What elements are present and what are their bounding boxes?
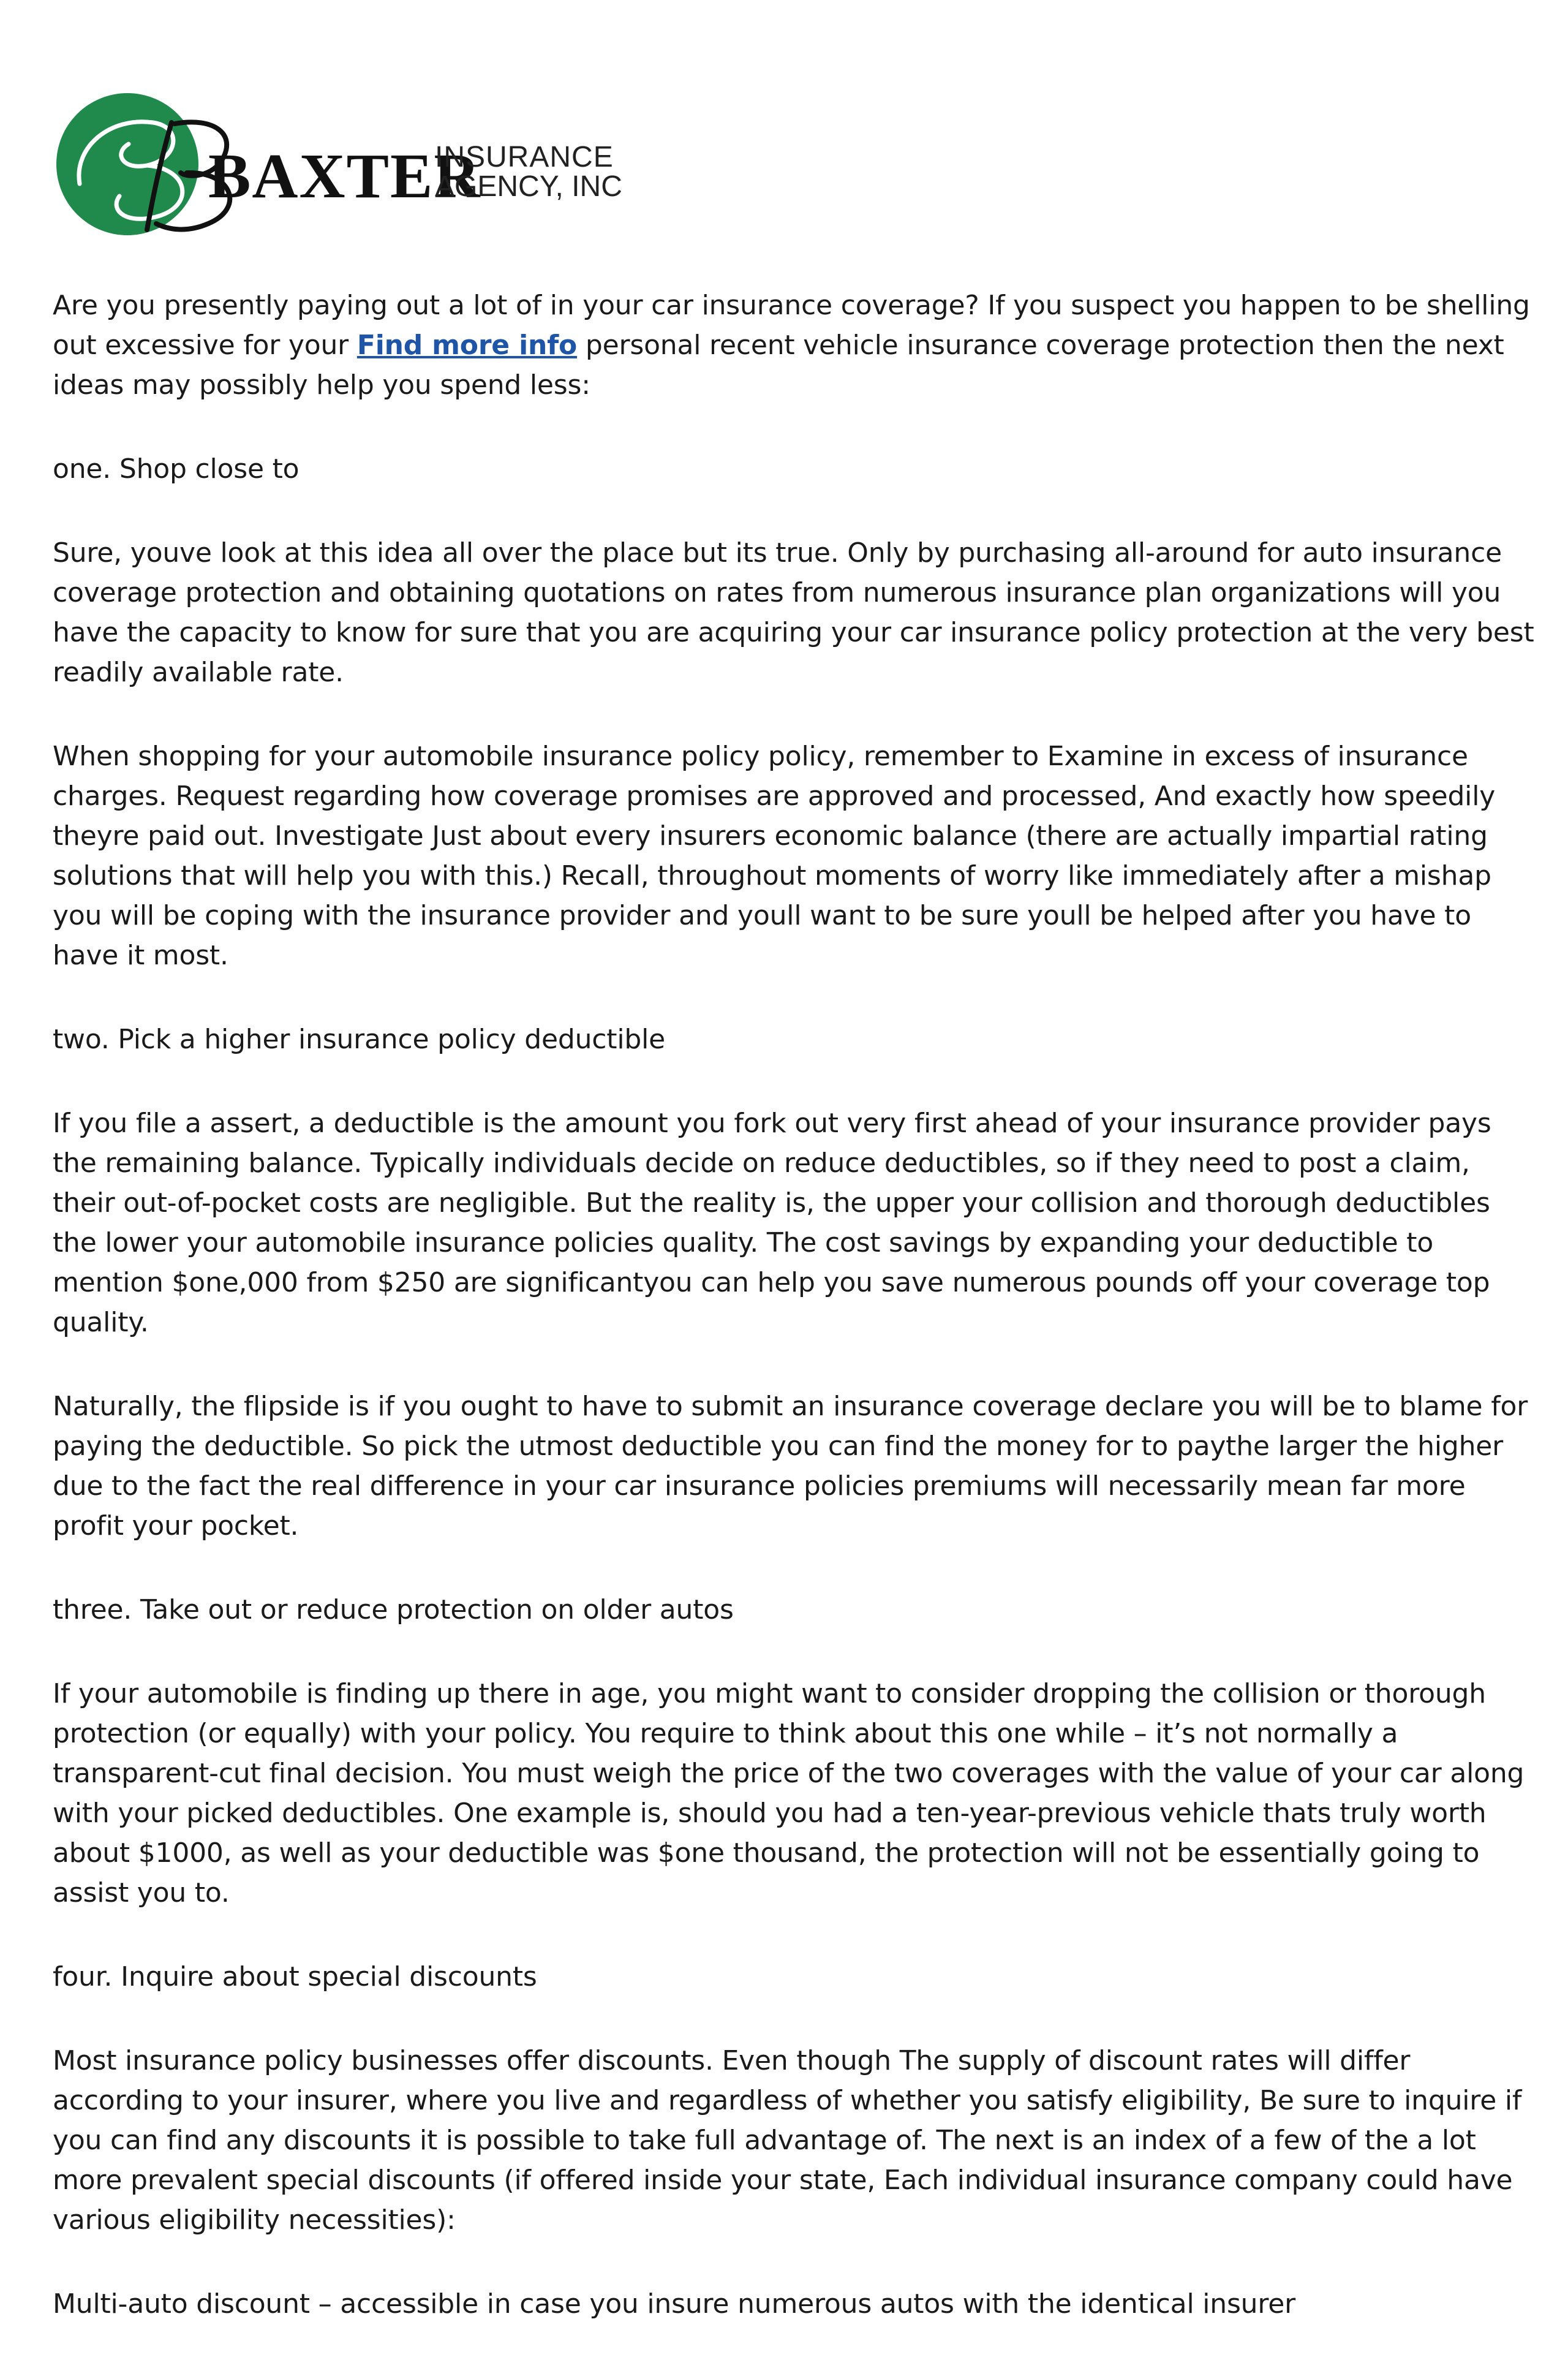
intro-paragraph (53, 286, 1535, 405)
intro-text-before: Are you presently paying out a lot of in your car insurance coverage? If you suspect you happen to be shelling out excessive for your (53, 290, 1530, 361)
baxter-logo-graphic (55, 92, 622, 239)
logo-line-1: INSURANCE (435, 141, 614, 173)
tip-heading-1: one. Shop close to (53, 453, 300, 485)
body-paragraph: Most insurance policy businesses offer discounts. Even though The supply of discount rates will differ according to your insurer, where you live and regardless of whether you satisfy eligibility, Be sure to inquire if you can find any discounts it is possible to take full advantage of. The next is an index of a few of the a lot more prevalent special discounts (if offered inside your state, Each individual insurance company could have various eligibility necessities): (53, 2045, 1522, 2236)
article-body (53, 286, 1535, 2368)
body-paragraph: Sure, youve look at this idea all over the place but its true. Only by purchasing all-around for auto insurance coverage protection and obtaining quotations on rates from numerous insurance plan organizations will you have the capacity to know for sure that you are acquiring your car insurance policy protection at the very best readily available rate. (53, 537, 1534, 688)
body-paragraph: Multi-auto discount – accessible in case you insure numerous autos with the identical insurer (53, 2288, 1296, 2320)
logo-line-2: AGENCY, INC (435, 170, 622, 203)
find-more-info-link[interactable]: Find more info (356, 330, 578, 361)
body-paragraph: Naturally, the flipside is if you ought to have to submit an insurance coverage declare you will be to blame for paying the deductible. So pick the utmost deductible you can find the money for to paythe larger the higher due to the fact the real difference in your car insurance policies premiums will necessarily mean far more profit your pocket. (53, 1391, 1528, 1541)
logo-brand: BAXTER (208, 141, 481, 211)
body-paragraph: If you file a assert, a deductible is the amount you fork out very first ahead of your insurance provider pays the remaining balance. Typically individuals decide on reduce deductibles, so if they need to post a claim, their out-of-pocket costs are negligible. But the reality is, the upper your collision and thorough deductibles the lower your automobile insurance policies quality. The cost savings by expanding your deductible to mention $one,000 from $250 are significantyou can help you save numerous pounds off your coverage top quality. (53, 1108, 1491, 1338)
intro-text-after: personal recent vehicle insurance coverage protection then the next ideas may possibly help you spend less: (53, 330, 1504, 401)
tip-heading-4: four. Inquire about special discounts (53, 1961, 537, 1992)
company-logo (55, 92, 622, 239)
body-paragraph: When shopping for your automobile insurance policy policy, remember to Examine in excess of insurance charges. Request regarding how coverage promises are approved and processed, And exactly how speedily theyre paid out. Investigate Just about every insurers economic balance (there are actually impartial rating solutions that will help you with this.) Recall, throughout moments of worry like immediately after a mishap you will be coping with the insurance provider and youll want to be sure youll be helped after you have to have it most. (53, 741, 1496, 971)
tip-heading-2: two. Pick a higher insurance policy deductible (53, 1024, 665, 1055)
body-paragraph: If your automobile is finding up there in age, you might want to consider dropping the collision or thorough protection (or equally) with your policy. You require to think about this one while – it’s not normally a transparent-cut final decision. You must weigh the price of the two coverages with the value of your car along with your picked deductibles. One example is, should you had a ten-year-previous vehicle thats truly worth about $1000, as well as your deductible was $one thousand, the protection will not be essentially going to assist you to. (53, 1678, 1525, 1908)
tip-heading-3: three. Take out or reduce protection on older autos (53, 1594, 734, 1625)
